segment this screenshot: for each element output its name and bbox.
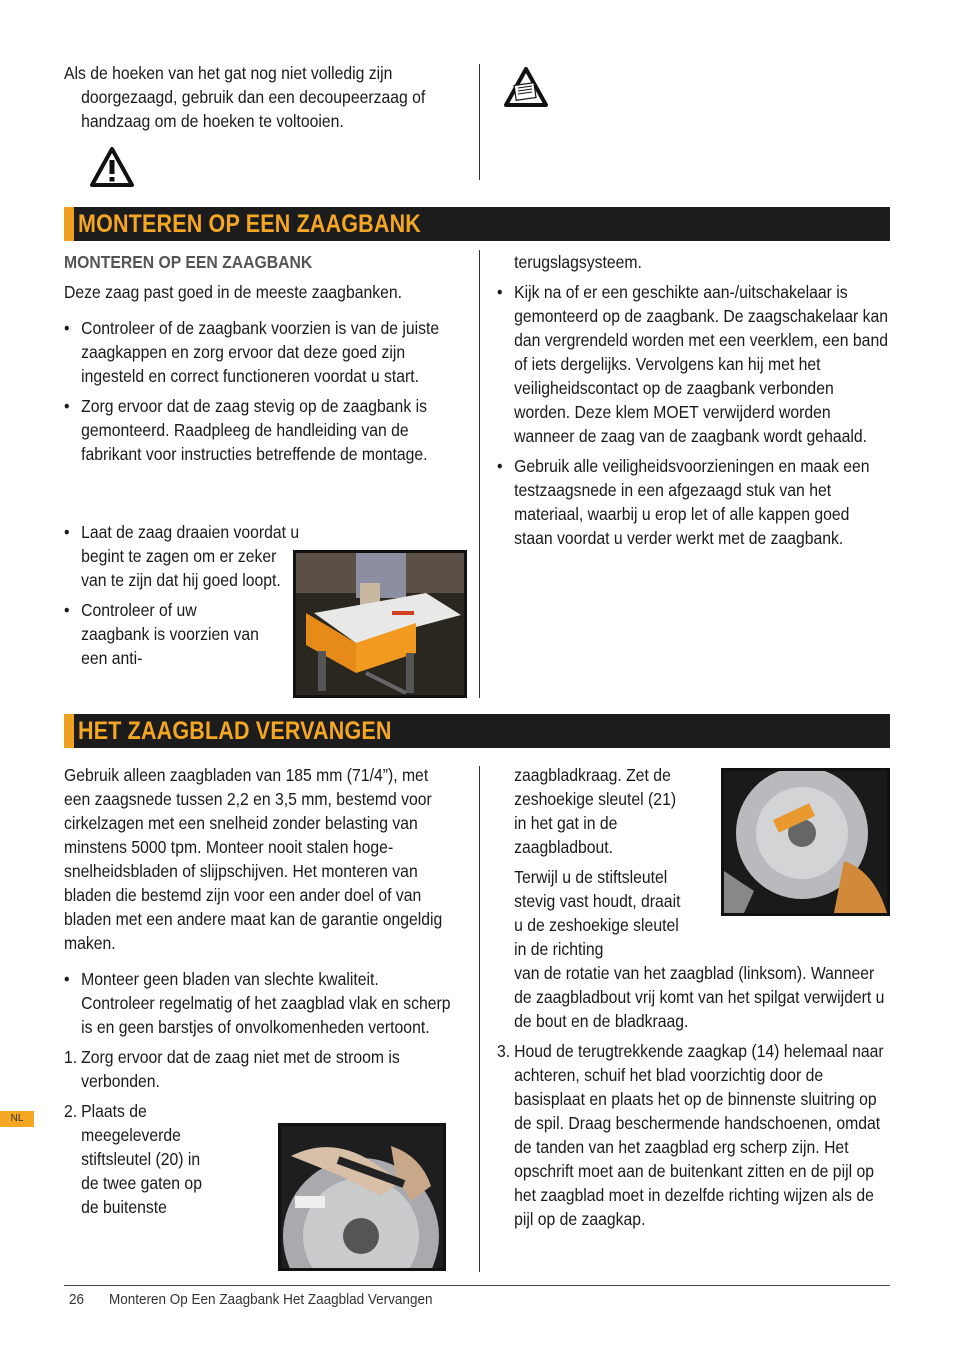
- list-item: • Controleer of uw zaagbank is voorzien van een anti-: [64, 600, 259, 668]
- blade-bolt-photo: [721, 768, 890, 916]
- list-item: • Gebruik alle veiligheidsvoorzieningen en maak een testzaagsnede in een afgezaagd stuk van het materiaal, waarbij u erop let of alle kappen goed staan voordat u verder werkt met de zaagbank.: [497, 456, 870, 548]
- section1-intro: Deze zaag past goed in de meeste zaagbanken.: [64, 282, 402, 302]
- section2-right-continuation-2: Terwijl u de stiftsleutel stevig vast houdt, draait u de zeshoekige sleutel in de richting van de rotatie van het zaagblad (linksom). Wanneer de zaagbladbout vrij komt van het spilgat verwijdert u de bout en de bladkraag.: [514, 867, 885, 1031]
- table-saw-photo: [293, 550, 467, 698]
- corner-finishing-paragraph: Als de hoeken van het gat nog niet volledig zijn doorgezaagd, gebruik dan een decoupeerzaag of handzaag om de hoeken te voltooien.: [64, 63, 426, 131]
- section1-column-divider: [479, 250, 480, 698]
- section1-left-column: [64, 250, 456, 472]
- list-item: • Zorg ervoor dat de zaag stevig op de zaagbank is gemonteerd. Raadpleeg de handleiding van de fabrikant voor instructies betreffende de montage.: [64, 396, 428, 464]
- list-item: • Laat de zaag draaien voordat u begint te zagen om er zeker van te zijn dat hij goed loopt.: [64, 522, 300, 590]
- section-title: MONTEREN OP EEN ZAAGBANK: [78, 210, 421, 238]
- blade-wrench-photo: [278, 1123, 446, 1271]
- section-title: HET ZAAGBLAD VERVANGEN: [78, 717, 392, 745]
- section-header-accent: [64, 207, 74, 241]
- page-number: 26: [69, 1291, 85, 1308]
- section-header-accent: [64, 714, 74, 748]
- section-header-bar-table-mounting: [64, 207, 890, 241]
- footer-section-names: Monteren Op Een Zaagbank Het Zaagblad Vervangen: [109, 1291, 433, 1308]
- list-item: • Controleer of de zaagbank voorzien is van de juiste zaagkappen en zorg ervoor dat deze goed zijn ingesteld en correct functioneren voordat u start.: [64, 318, 440, 386]
- read-manual-icon: [503, 66, 549, 113]
- step-3: 3. Houd de terugtrekkende zaagkap (14) helemaal naar achteren, schuif het blad voorzichtig door de basisplaat en plaats het op de binnenste sluitring op de spil. Draag beschermende handschoenen, omdat de tanden van het zaagblad erg scherp zijn. Het opschrift moet aan de buitenkant zitten en de pijl op het zaagblad moet in dezelfde richting wijzen als de pijl op de zaagkap.: [497, 1041, 884, 1229]
- section1-subheading: MONTEREN OP EEN ZAAGBANK: [64, 252, 313, 272]
- language-tab: NL: [0, 1111, 34, 1127]
- top-column-divider: [479, 64, 480, 180]
- warning-triangle-icon: [89, 146, 135, 193]
- step-1: 1. Zorg ervoor dat de zaag niet met de stroom is verbonden.: [64, 1047, 400, 1091]
- step-2: 2. Plaats de meegeleverde stiftsleutel (20) in de twee gaten op de buitenste: [64, 1101, 202, 1217]
- footer-rule: [64, 1285, 890, 1286]
- section2-column-divider: [479, 766, 480, 1272]
- section1-right-continuation: terugslagsysteem.: [514, 252, 642, 272]
- list-item: • Monteer geen bladen van slechte kwaliteit. Controleer regelmatig of het zaagblad vlak en scherp is en geen barstjes of onvolkomenheden vertoont.: [64, 969, 451, 1037]
- section-header-bar-blade-change: [64, 714, 890, 748]
- top-left-text-block: [64, 61, 456, 133]
- section2-intro: Gebruik alleen zaagbladen van 185 mm (71/4”), met een zaagsnede tussen 2,2 en 3,5 mm, bestemd voor cirkelzagen met een snelheid zonder belasting van minstens 5000 tpm. Monteer nooit stalen hoge-snelheidsbladen of slijpschijven. Het monteren van bladen die bestemd zijn voor een ander doel of van bladen met een andere maat kan de garantie ongeldig maken.: [64, 765, 443, 953]
- section2-right-continuation-1: zaagbladkraag. Zet de zeshoekige sleutel (21) in het gat in de zaagbladbout.: [514, 765, 677, 857]
- list-item: • Kijk na of er een geschikte aan-/uitschakelaar is gemonteerd op de zaagbank. De zaagschakelaar kan dan vergrendeld worden met een veerklem, een band of iets dergelijks. Vervolgens kan hij met het veiligheidscontact op de zaagbank verbonden worden. Deze klem MOET verwijderd worden wanneer de zaag van de zaagbank wordt gehaald.: [497, 282, 888, 446]
- section1-right-column: [497, 250, 891, 550]
